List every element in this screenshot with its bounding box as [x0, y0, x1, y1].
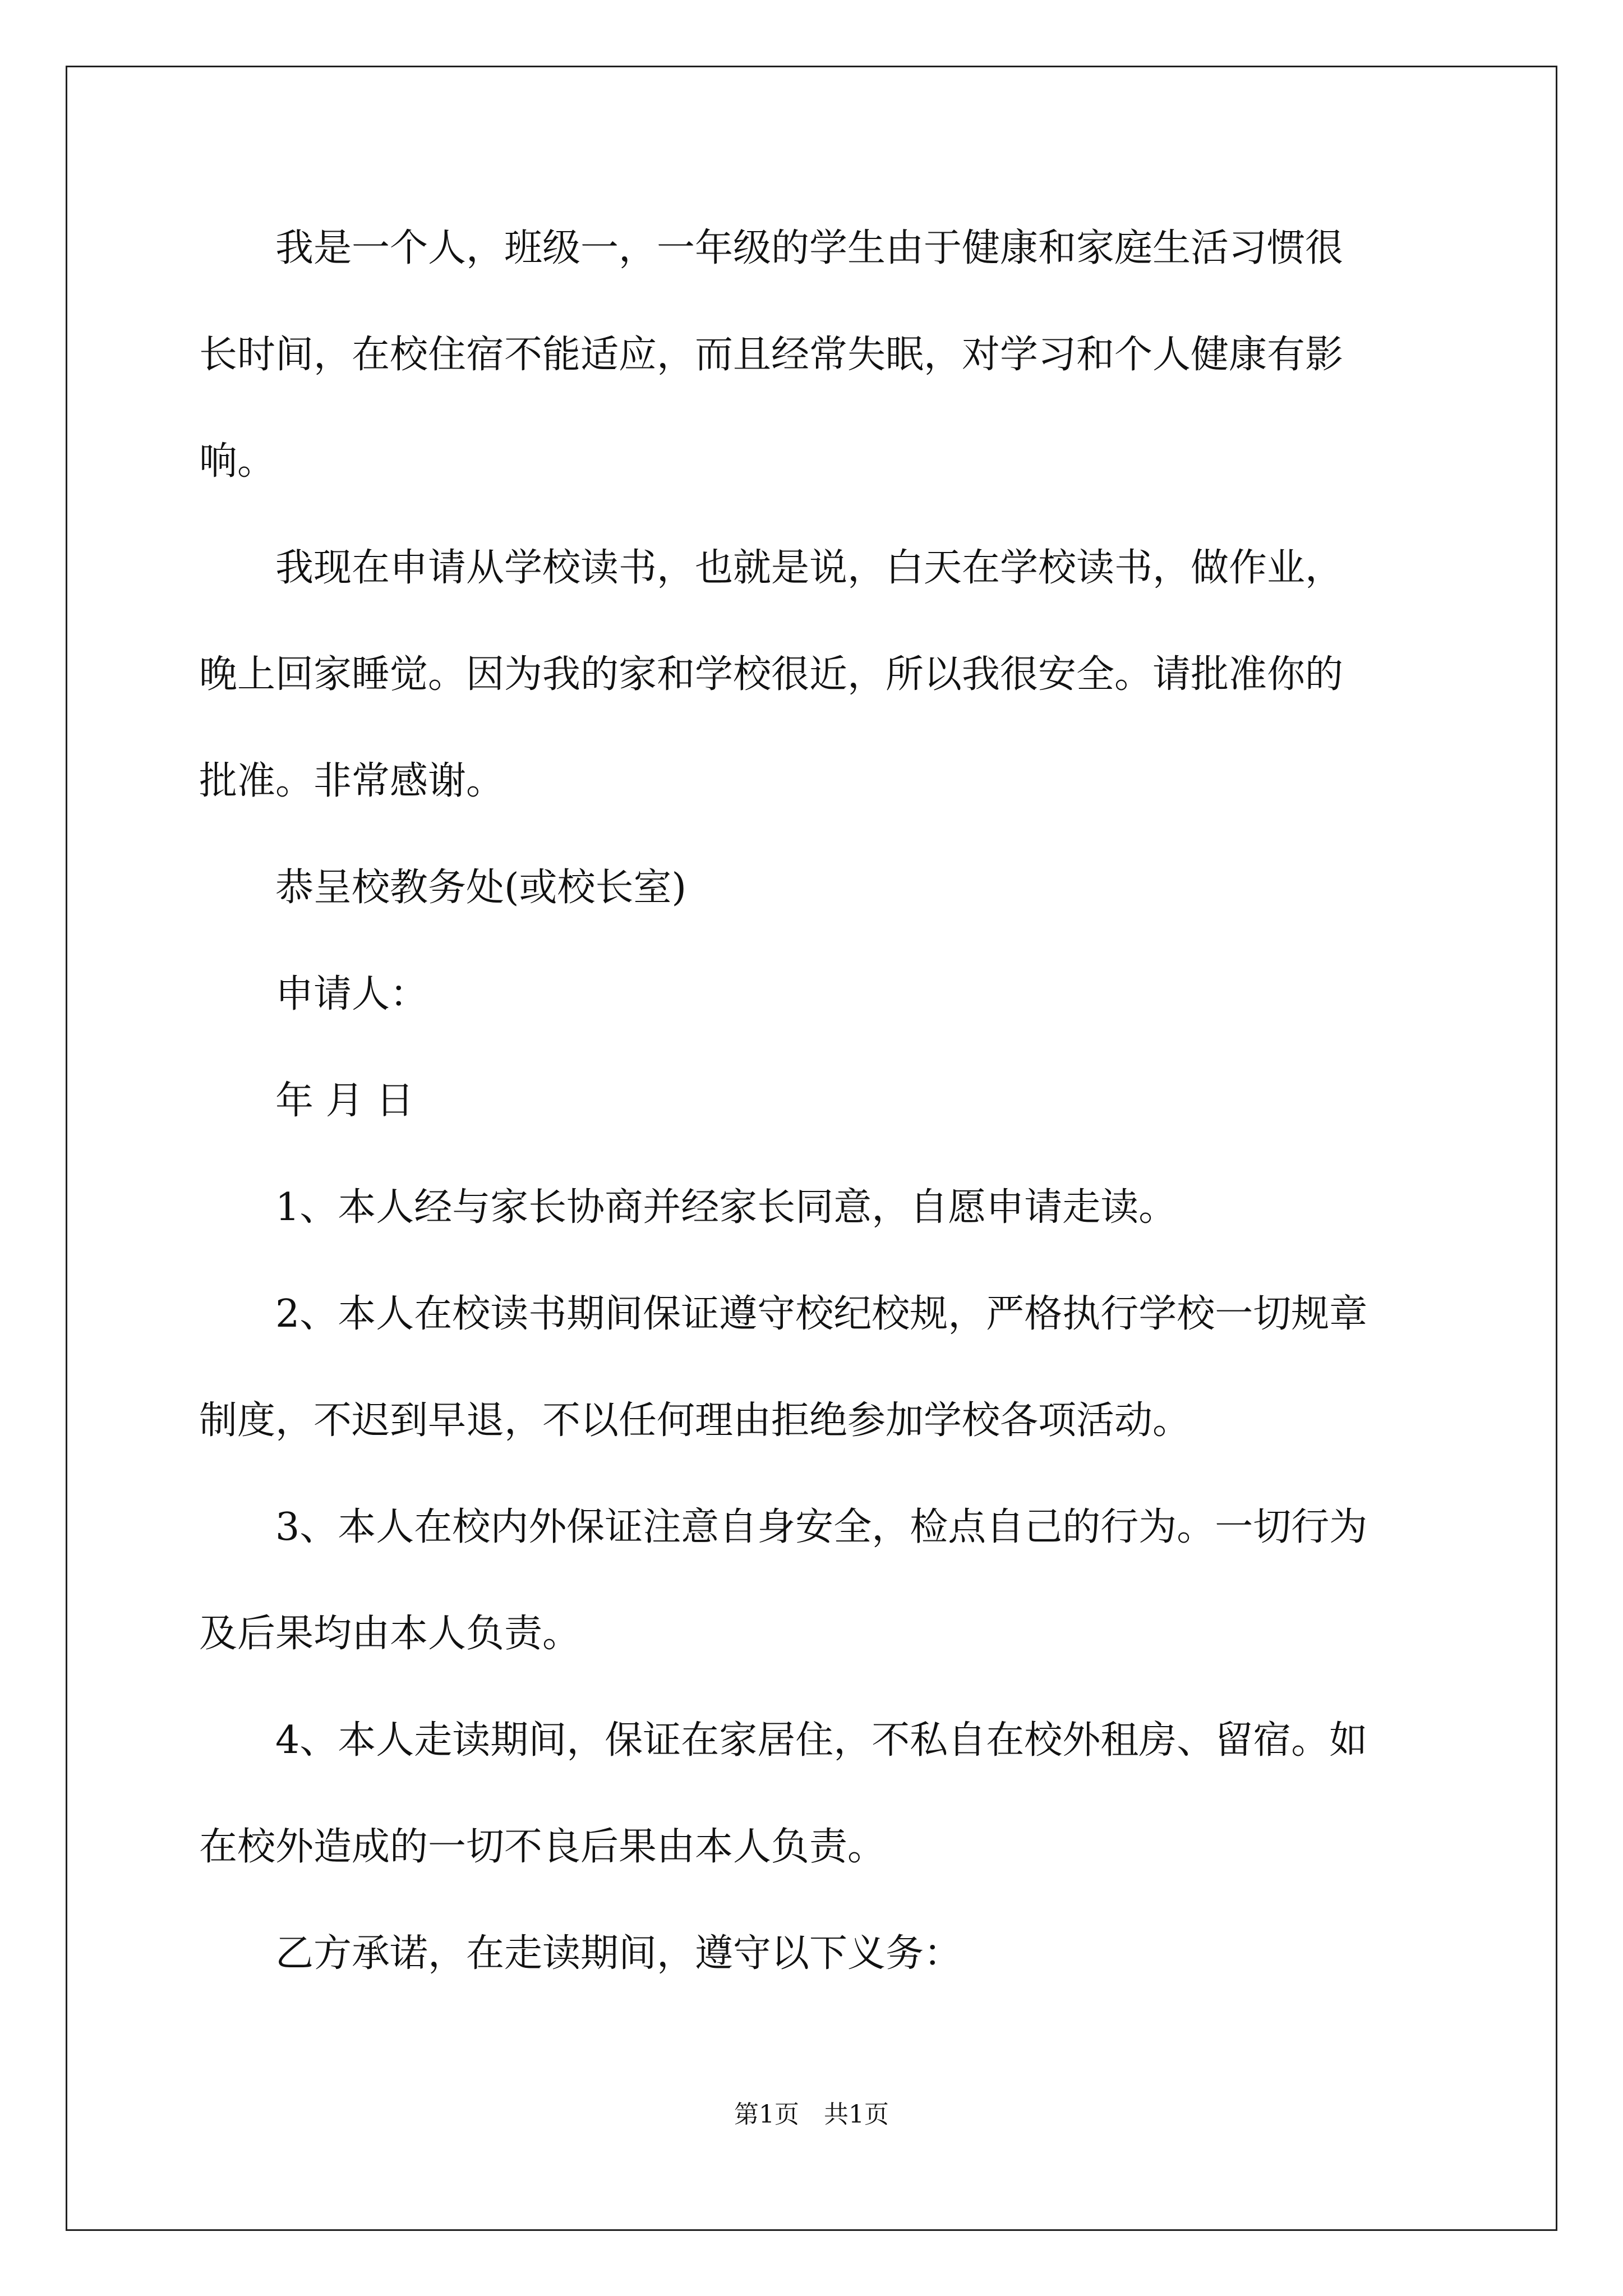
date-line: 年 月 日	[199, 1079, 414, 1123]
paragraph-line: 长时间，在校住宿不能适应，而且经常失眠，对学习和个人健康有影	[199, 333, 1344, 377]
addressee-line: 恭呈校教务处(或校长室)	[199, 866, 687, 910]
paragraph-line: 乙方承诺，在走读期间，遵守以下义务：	[199, 1931, 962, 1976]
clause-line: 2、本人在校读书期间保证遵守校纪校规，严格执行学校一切规章	[199, 1292, 1368, 1336]
clause-line: 在校外造成的一切不良后果由本人负责。	[199, 1825, 886, 1869]
paragraph-line: 我是一个人，班级一，一年级的学生由于健康和家庭生活习惯很	[199, 226, 1344, 270]
clause-line: 4、本人走读期间，保证在家居住，不私自在校外租房、留宿。如	[199, 1718, 1368, 1763]
paragraph-line: 我现在申请从学校读书，也就是说，白天在学校读书，做作业，	[199, 546, 1344, 590]
page-frame	[66, 66, 1557, 2231]
clause-line: 制度，不迟到早退，不以任何理由拒绝参加学校各项活动。	[199, 1398, 1191, 1443]
clause-line: 及后果均由本人负责。	[199, 1612, 581, 1656]
paragraph-line: 批准。非常感谢。	[199, 759, 505, 803]
paragraph-line: 响。	[199, 439, 276, 484]
applicant-line: 申请人：	[199, 972, 428, 1016]
clause-line: 3、本人在校内外保证注意自身安全，检点自己的行为。一切行为	[199, 1505, 1368, 1549]
page-number-footer: 第1页 共1页	[734, 2100, 889, 2129]
clause-line: 1、本人经与家长协商并经家长同意，自愿申请走读。	[199, 1185, 1177, 1230]
paragraph-line: 晚上回家睡觉。因为我的家和学校很近，所以我很安全。请批准你的	[199, 652, 1344, 697]
